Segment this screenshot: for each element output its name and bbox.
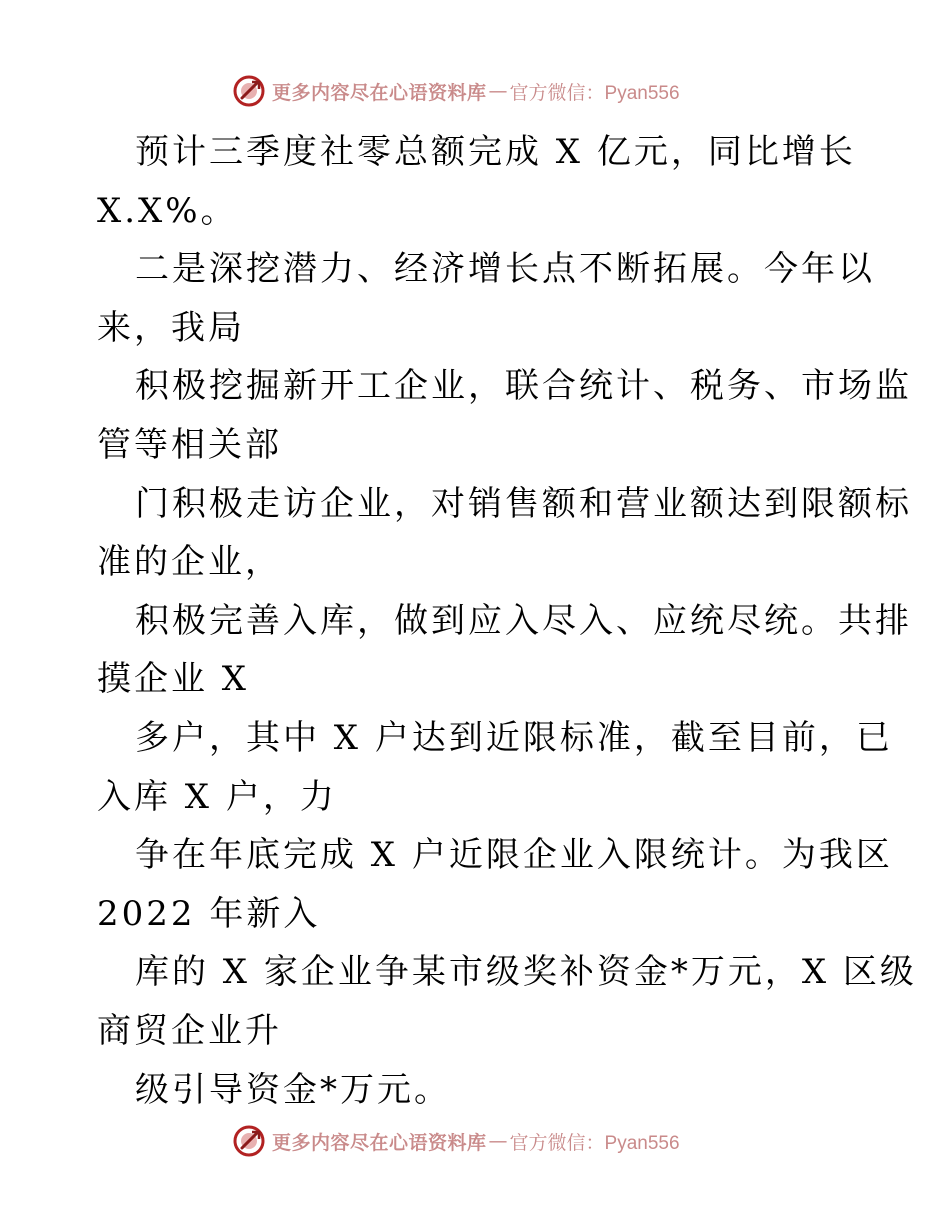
body-line: 积极完善入库，做到应入尽入、应统尽统。共排 [135, 600, 912, 641]
body-line: 库的 X 家企业争某市级奖补资金*万元，X 区级 [135, 952, 917, 993]
logo-seal-icon [232, 74, 266, 108]
body-line: X.X%。 [97, 190, 238, 231]
body-line: 积极挖掘新开工企业，联合统计、税务、市场监 [135, 366, 912, 407]
header-text-wechat: 官方微信：Pyan556 [509, 82, 680, 104]
body-line: 准的企业， [97, 542, 282, 583]
document-body [97, 123, 917, 1119]
body-line: 争在年底完成 X 户近限企业入限统计。为我区 [135, 835, 893, 876]
body-line: 管等相关部 [97, 424, 282, 465]
body-line: 级引导资金*万元。 [135, 1069, 451, 1110]
body-line: 2022 年新入 [97, 893, 321, 934]
footer-separator: — [488, 1130, 508, 1152]
body-line: 二是深挖潜力、经济增长点不断拓展。今年以 [135, 249, 875, 290]
body-line: 入库 X 户，力 [97, 776, 337, 817]
body-line: 预计三季度社零总额完成 X 亿元，同比增长 [135, 132, 856, 172]
body-line: 商贸企业升 [97, 1010, 282, 1051]
header-banner [232, 71, 752, 111]
header-text-cn: 更多内容尽在心语资料库 [272, 81, 487, 104]
footer-text-cn: 更多内容尽在心语资料库 [272, 1131, 487, 1154]
header-separator: — [488, 80, 508, 102]
body-line: 门积极走访企业，对销售额和营业额达到限额标 [135, 483, 912, 524]
body-line: 多户，其中 X 户达到近限标准，截至目前，已 [135, 717, 893, 758]
footer-banner [232, 1121, 752, 1161]
body-line: 来，我局 [97, 307, 245, 348]
body-line: 摸企业 X [97, 659, 250, 700]
footer-text-wechat: 官方微信：Pyan556 [509, 1132, 680, 1154]
logo-seal-icon [232, 1124, 266, 1158]
